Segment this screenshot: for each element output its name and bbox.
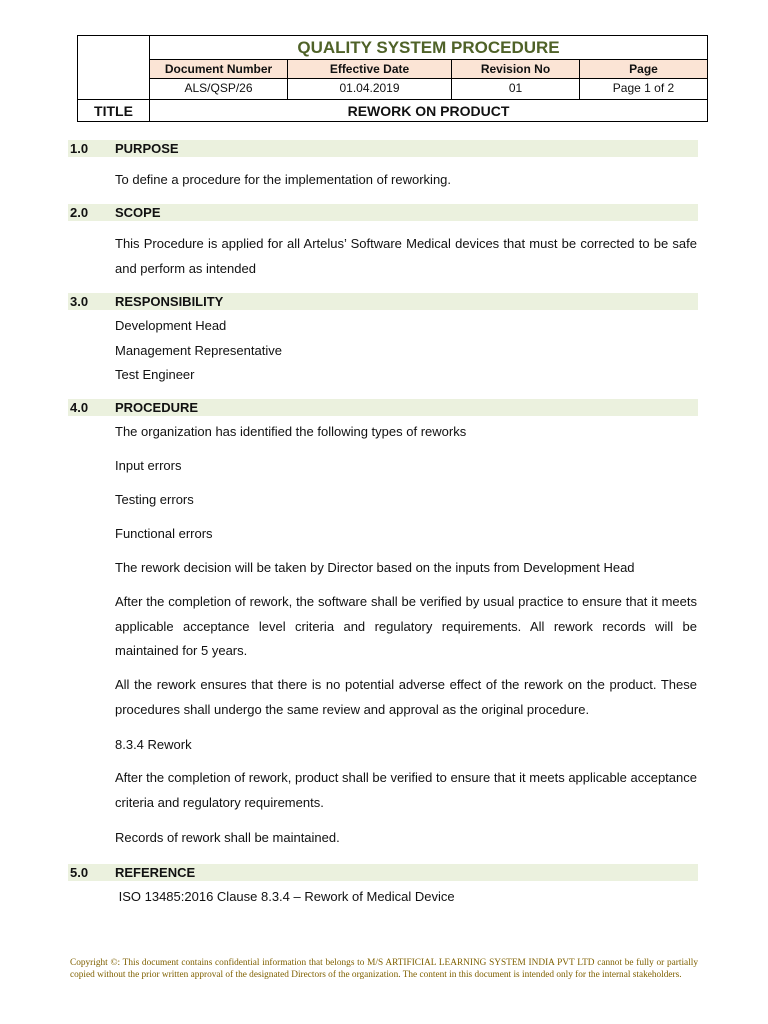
section-title-responsibility: RESPONSIBILITY xyxy=(115,294,224,309)
title-row xyxy=(78,99,707,121)
document-header-table xyxy=(77,35,708,122)
procedure-paragraph: The organization has identified the following types of reworks xyxy=(115,424,467,439)
reference-text: ISO 13485:2016 Clause 8.3.4 – Rework of Medical Device xyxy=(115,889,455,904)
procedure-title: QUALITY SYSTEM PROCEDURE xyxy=(150,36,707,60)
section-number: 3.0 xyxy=(70,294,89,309)
header-value-row xyxy=(150,79,707,99)
header-column-row xyxy=(150,60,707,79)
procedure-paragraph: Functional errors xyxy=(115,526,213,541)
responsibility-item: Management Representative xyxy=(115,343,282,358)
col-revision-no: Revision No xyxy=(452,60,580,78)
copyright-footer: Copyright ©: This document contains confidential information that belongs to M/S ARTIFICIAL LEARNING SYSTEM INDIA PVT LTD cannot be fully or partially copied without the prior written approval of the designated Directors of the organization. The content in this document is intended only for the internal stakeholders. xyxy=(70,958,698,980)
section-title-purpose: PURPOSE xyxy=(115,141,179,156)
col-document-number: Document Number xyxy=(150,60,288,78)
section-number: 5.0 xyxy=(70,865,89,880)
procedure-paragraph: 8.3.4 Rework xyxy=(115,737,192,752)
procedure-paragraph: Input errors xyxy=(115,458,182,473)
col-effective-date: Effective Date xyxy=(288,60,452,78)
section-number: 2.0 xyxy=(70,205,89,220)
title-value: REWORK ON PRODUCT xyxy=(347,103,510,119)
col-page: Page xyxy=(580,60,707,78)
logo-cell xyxy=(78,36,150,99)
procedure-paragraph: The rework decision will be taken by Director based on the inputs from Development Head xyxy=(115,560,635,575)
document-number-value: ALS/QSP/26 xyxy=(150,79,288,99)
section-number: 1.0 xyxy=(70,141,89,156)
page-value: Page 1 of 2 xyxy=(612,81,675,95)
responsibility-item: Development Head xyxy=(115,318,227,333)
procedure-paragraph: Testing errors xyxy=(115,492,194,507)
header-main xyxy=(150,36,707,99)
section-bar-scope xyxy=(68,204,698,221)
procedure-paragraph: Records of rework shall be maintained. xyxy=(115,830,340,845)
revision-no-value: 01 xyxy=(452,79,580,99)
purpose-text: To define a procedure for the implementation of reworking. xyxy=(115,172,452,187)
section-title-reference: REFERENCE xyxy=(115,865,196,880)
effective-date-value: 01.04.2019 xyxy=(288,79,452,99)
section-number: 4.0 xyxy=(70,400,89,415)
procedure-paragraph: After the completion of rework, product shall be verified to ensure that it meets applicable acceptance criteria and regulatory requirements. xyxy=(115,770,697,810)
scope-text: This Procedure is applied for all Artelus’ Software Medical devices that must be corrected to be safe and perform as intended xyxy=(115,236,697,276)
procedure-paragraph: After the completion of rework, the software shall be verified by usual practice to ensure that it meets applicable acceptance level criteria and regulatory requirements. All rework records will be maintained for 5 years. xyxy=(115,594,697,658)
procedure-paragraph: All the rework ensures that there is no potential adverse effect of the rework on the product. These procedures shall undergo the same review and approval as the original procedure. xyxy=(115,677,697,717)
responsibility-item: Test Engineer xyxy=(115,367,195,382)
section-title-scope: SCOPE xyxy=(115,205,161,220)
section-title-procedure: PROCEDURE xyxy=(115,400,199,415)
title-label: TITLE xyxy=(78,100,150,121)
